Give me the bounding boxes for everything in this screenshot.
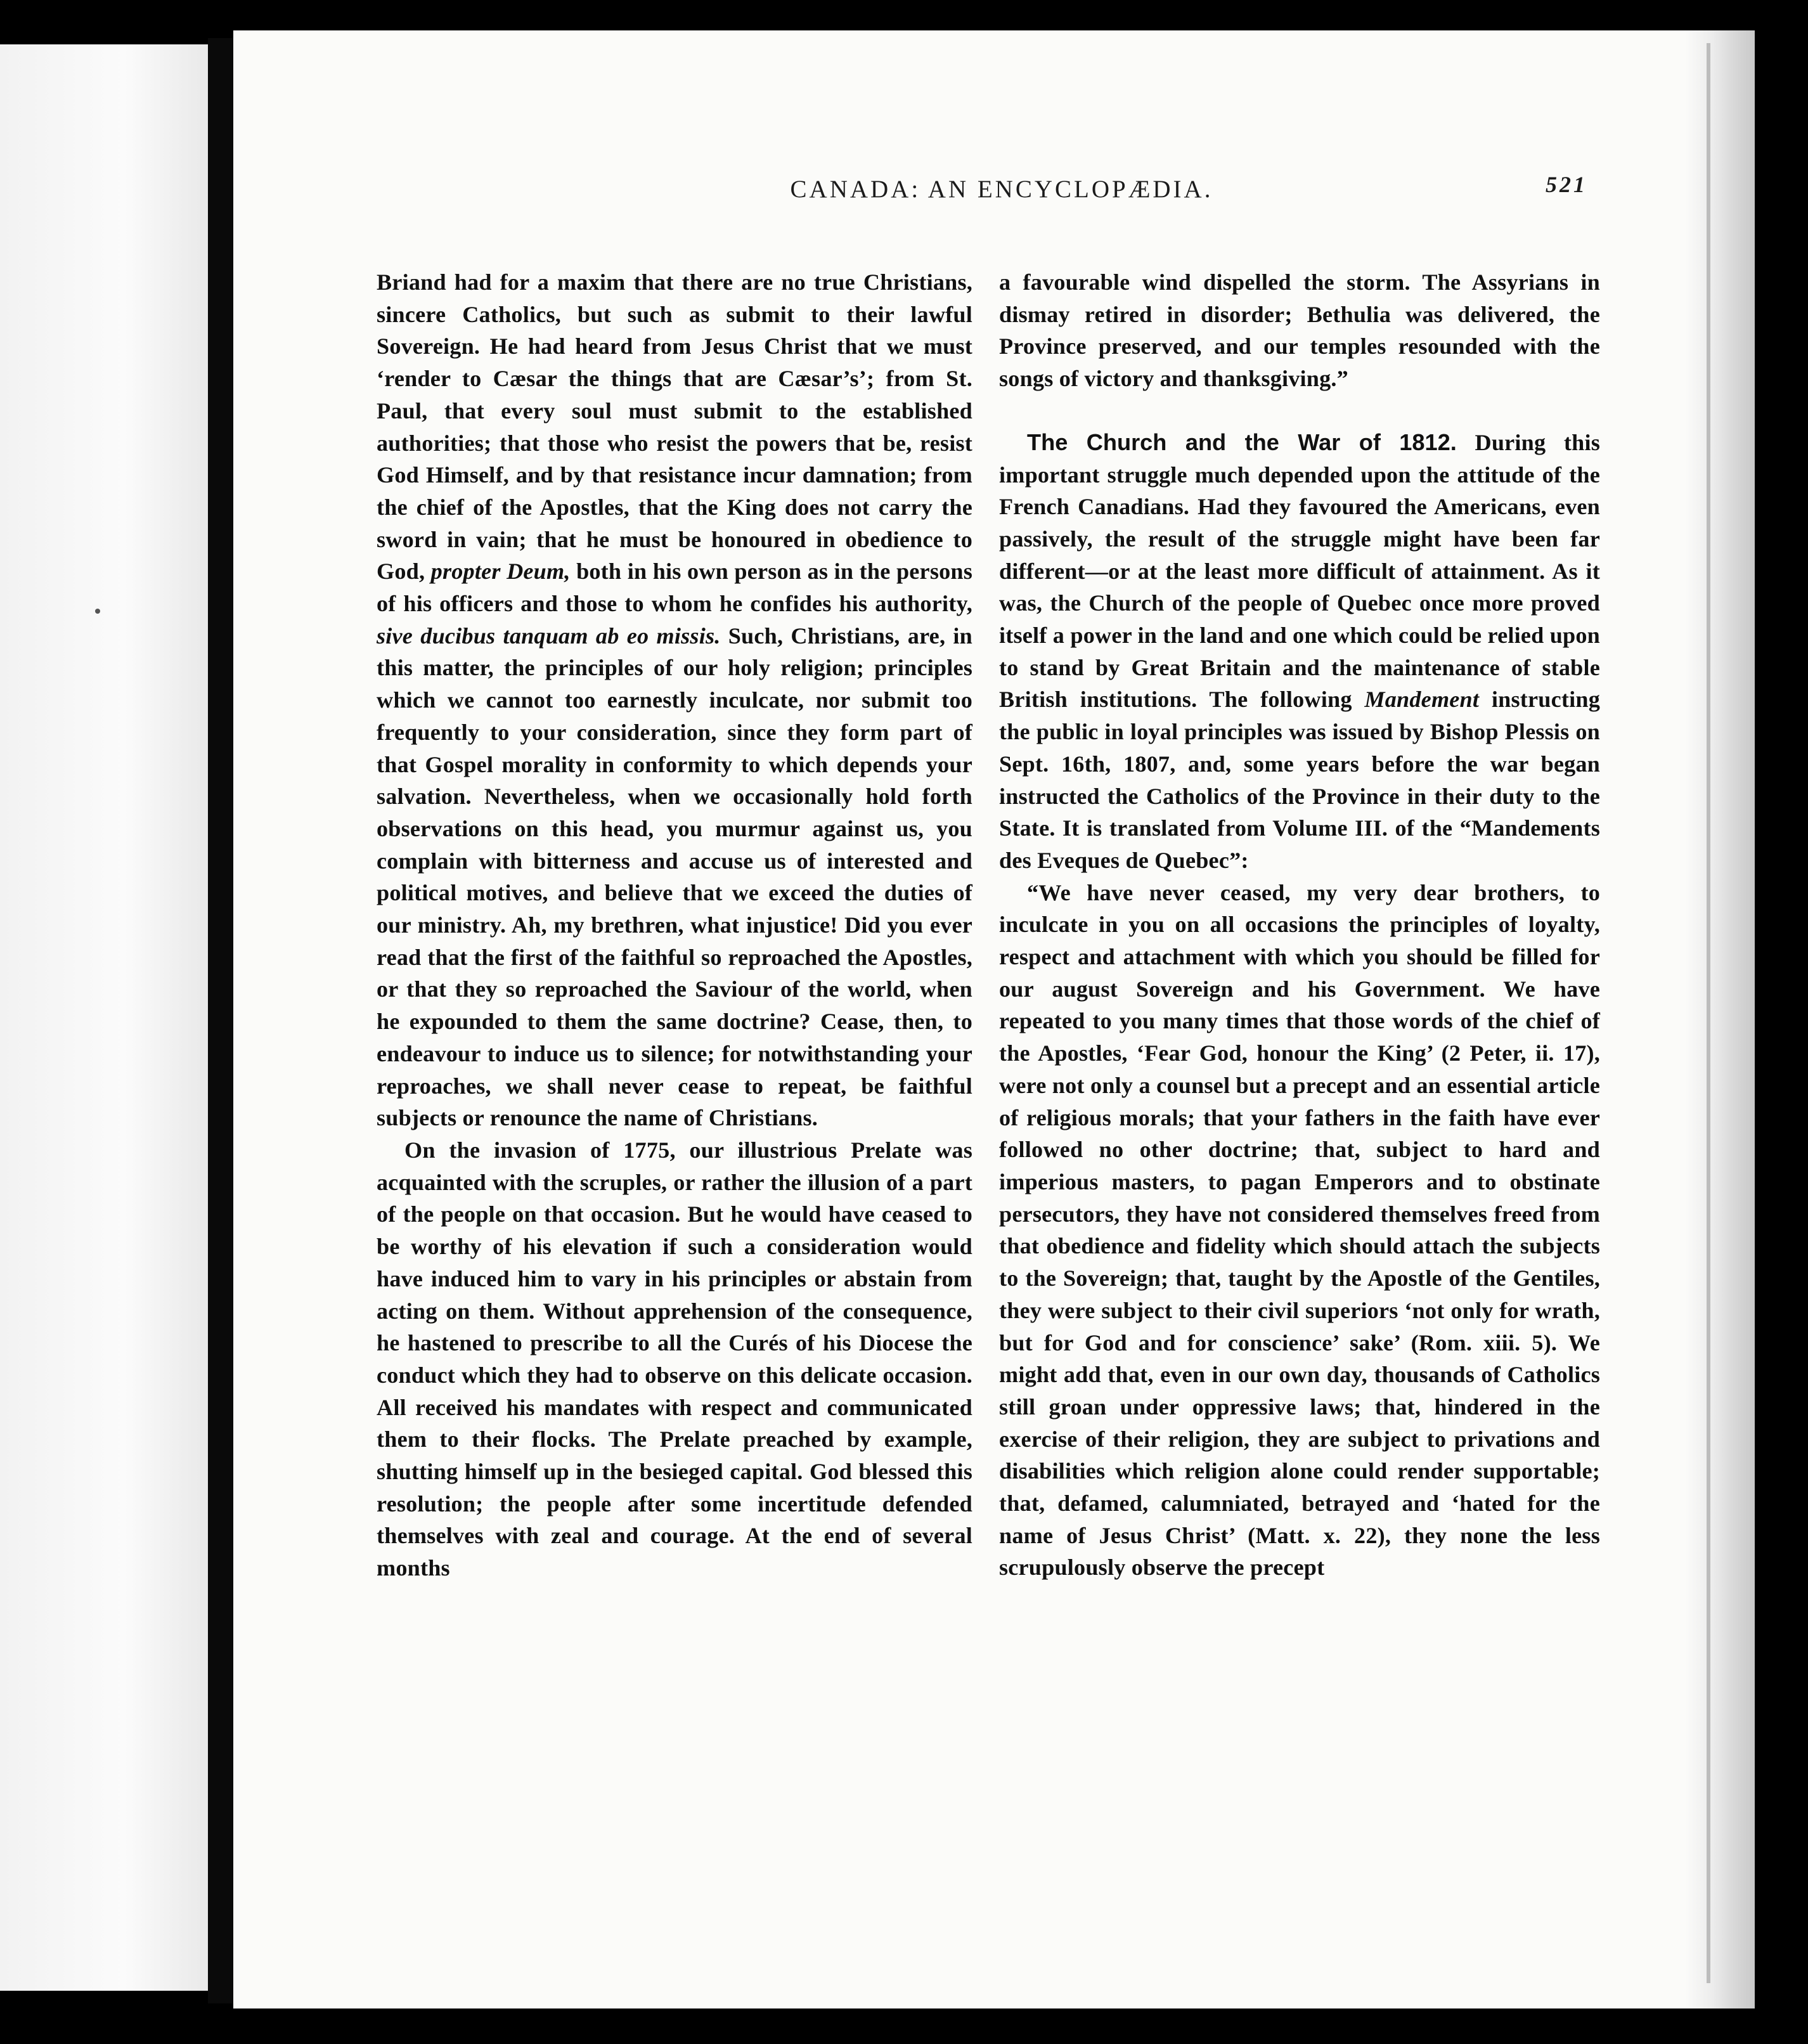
text-run: Such, Christians, are, in this matter, the principles of our holy religion; principles which we cannot too earnestly inculcate, nor submit too frequently to your consideration, since they form part of that Gospel morality in conformity to which depends your salvation. Nevertheless, when we occasionally hold forth observations on this head, you murmur against us, you complain with bitterness and accuse us of interested and political motives, and believe that we exceed the duties of our ministry. Ah, my brethren, what injustice! Did you ever read that the first of the faithful so reproached the Apostles, or that they so reproached the Saviour of the world, when he expounded to them the same doctrine? Cease, then, to endeavour to induce us to silence; for notwithstanding your reproaches, we shall never cease to repeat, be faithful subjects or renounce the name of Christians.: [377, 623, 972, 1131]
section-heading: The Church and the War of 1812.: [1027, 429, 1457, 455]
ink-speck: [95, 609, 100, 614]
right-column: [999, 266, 1600, 1584]
left-column: [377, 266, 972, 1584]
text-run: During this important struggle much depended upon the attitude of the French Canadians. Had they favoured the Americans, even passively, the result of the struggle might have been far different—or at the least more difficult of attainment. As it was, the Church of the people of Quebec once more proved itself a power in the land and one which could be relied upon to stand by Great Britain and the maintenance of stable British institutions. The following: [999, 429, 1601, 713]
paragraph: “We have never ceased, my very dear brothers, to inculcate in you on all occasions the principles of loyalty, respect and attachment with which you should be filled for our august Sovereign and his Government. We have repeated to you many times that those words of the chief of the Apostles, ‘Fear God, honour the King’ (2 Peter, ii. 17), were not only a counsel but a precept and an essential article of religious morals; that your fathers in the faith have ever followed no other doctrine; that, subject to hard and imperious masters, to pagan Emperors and to obstinate persecutors, they have not considered themselves freed from that obedience and fidelity which should attach the subjects to the Sovereign; that, taught by the Apostle of the Gentiles, they were subject to their civil superiors ‘not only for wrath, but for God and for conscience’ sake’ (Rom. xiii. 5). We might add that, even in our own day, thousands of Catholics still groan under oppressive laws; that, hindered in the exercise of their religion, they are subject to privations and disabilities which religion alone could render supportable; that, defamed, calumniated, betrayed and ‘hated for the name of Jesus Christ’ (Matt. x. 22), they none the less scrupulously observe the precept: [999, 879, 1600, 1581]
paragraph: [999, 427, 1600, 877]
latin-phrase: sive ducibus tanquam ab eo missis.: [377, 623, 721, 649]
page-header: [233, 172, 1755, 213]
book-page: [233, 30, 1755, 2008]
text-run: both in his own person as in the persons of his officers and those to whom he confides his authority,: [377, 559, 972, 617]
paragraph: [377, 266, 972, 1134]
page-edge-line: [1707, 43, 1710, 1983]
latin-phrase: propter Deum,: [430, 559, 571, 585]
paragraph-gap: [999, 395, 1600, 427]
book-gutter: [208, 38, 233, 2003]
paragraph: a favourable wind dispelled the storm. The Assyrians in dismay retired in disorder; Bethulia was delivered, the Province preserved, and our temples resounded with the songs of victory and thanksgiving.”: [999, 269, 1600, 392]
text-run: Briand had for a maxim that there are no true Christians, sincere Catholics, but such as submit to their lawful Sovereign. He had heard from Jesus Christ that we must ‘render to Cæsar the things that are Cæsar’s’; from St. Paul, that every soul must submit to the established authorities; that those who resist the powers that be, resist God Himself, and by that resistance incur damnation; from the chief of the Apostles, that the King does not carry the sword in vain; that he must be honoured in obedience to God,: [377, 269, 972, 585]
italic-term: Mandement: [1364, 687, 1480, 713]
text-run: instructing the public in loyal principles was issued by Bishop Plessis on Sept. 16th, 1807, and, some years before the war began instructed the Catholics of the Province in their duty to the State. It is translated from Volume III. of the “Mandements des Eveques de Quebec”:: [999, 687, 1600, 873]
facing-page-margin: [0, 44, 208, 1991]
paragraph: On the invasion of 1775, our illustrious Prelate was acquainted with the scruples, or rather the illusion of a part of the people on that occasion. But he would have ceased to be worthy of his elevation if such a consideration would have induced him to vary in his principles or abstain from acting on them. Without apprehension of the consequence, he hastened to prescribe to all the Curés of his Diocese the conduct which they had to observe on this delicate occasion. All received his mandates with respect and communicated them to their flocks. The Prelate preached by example, shutting himself up in the besieged capital. God blessed this resolution; the people after some incertitude defended themselves with zeal and courage. At the end of several months: [377, 1137, 972, 1581]
page-number: 521: [1546, 172, 1587, 197]
running-title: CANADA: AN ENCYCLOPÆDIA.: [790, 176, 1213, 203]
page-edge-shadow: [1685, 30, 1755, 2008]
